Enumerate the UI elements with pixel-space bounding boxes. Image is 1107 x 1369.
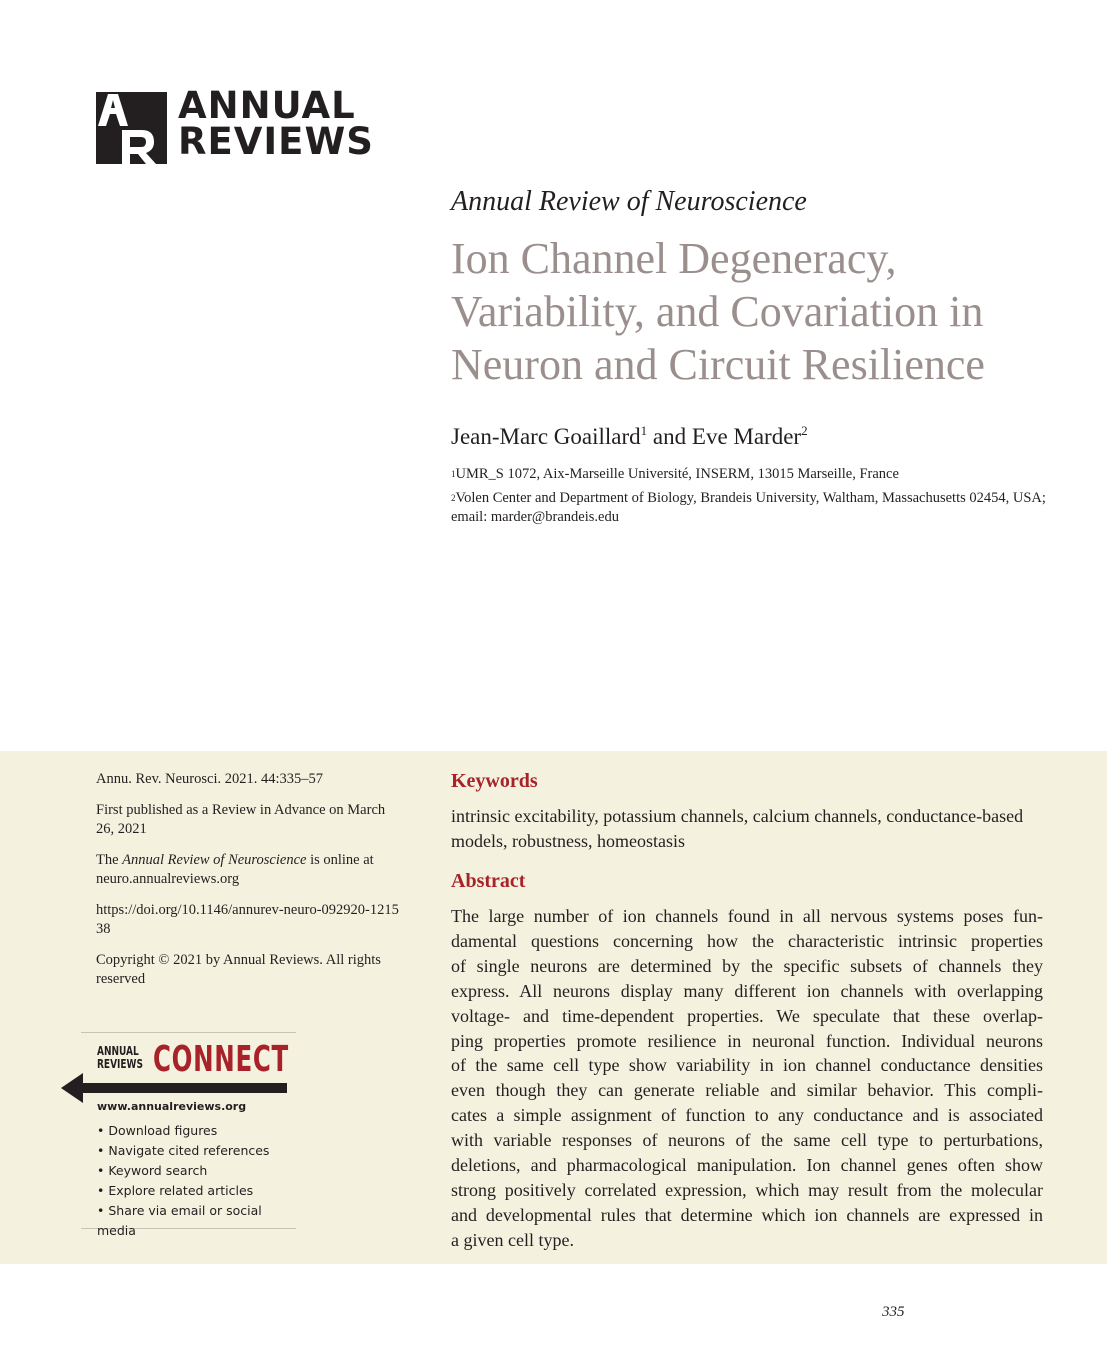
connect-title: CONNECT — [153, 1039, 289, 1080]
journal-name: Annual Review of Neuroscience — [451, 186, 807, 217]
abstract-text: The large number of ion channels found in all nervous systems poses fun- damental questions concerning how the characteristic intrinsic properties of single neurons are determined by the specific subsets of channels they express. All neurons display many different ion channels with overlapping voltage- and time-dependent properties. We speculate that these overlap- ping properties promote resilience in neuronal function. Individual neurons of the same cell type show variability in ion channel conductance densities even though they can generate reliable and similar behavior. This compli- cates a simple assignment of function to any conductance and is associated with variable responses of neurons of the same cell type to perturbations, deletions, and pharmacological manipulation. Ion channel genes often show strong positively correlated expression, which may result from the molecular and developmental rules that determine which ion channels are expressed in a given cell type. — [451, 906, 1043, 1250]
connect-feature-list — [97, 1121, 296, 1241]
doi-link[interactable]: https://doi.org/10.1146/annurev-neuro-092920-121538 — [96, 902, 399, 937]
first-published: First published as a Review in Advance on March 26, 2021 — [96, 802, 386, 837]
article-title: Ion Channel Degeneracy, Variability, and Covariation in Neuron and Circuit Resilience — [451, 234, 985, 389]
page-number: 335 — [882, 1304, 905, 1320]
annual-reviews-connect-box — [81, 1032, 296, 1238]
copyright: Copyright © 2021 by Annual Reviews. All rights reserved — [96, 952, 381, 987]
list-item: • Explore related articles — [97, 1181, 296, 1201]
list-item: • Keyword search — [97, 1161, 296, 1181]
keywords-heading: Keywords — [451, 770, 538, 792]
annual-reviews-logo — [96, 84, 374, 166]
list-item: • Navigate cited references — [97, 1141, 296, 1161]
list-item: • Share via email or social media — [97, 1201, 296, 1241]
keywords-text: intrinsic excitability, potassium channels, calcium channels, conductance-based models, robustness, homeostasis — [451, 806, 1024, 851]
author-name: Eve Marder — [691, 424, 802, 449]
author-list: Jean-Marc Goaillard$^1$ and Eve Marder$^2$ — [451, 423, 808, 449]
abstract-heading: Abstract — [451, 870, 526, 892]
list-item: • Download figures — [97, 1121, 296, 1141]
logo-wordmark: ANNUAL REVIEWS — [178, 84, 374, 163]
author-name: Jean-Marc Goaillard — [451, 424, 641, 449]
ar-logo-mark-icon — [96, 92, 167, 164]
connect-annual-label: ANNUAL REVIEWS — [97, 1044, 143, 1071]
affiliation: $^2$Volen Center and Department of Biology, Brandeis University, Waltham, Massachusetts 02454, USA; email: marder@brandeis.edu — [451, 490, 1046, 525]
connect-url[interactable]: www.annualreviews.org — [97, 1100, 247, 1113]
affiliation: $^1$UMR_S 1072, Aix-Marseille Université, INSERM, 13015 Marseille, France — [451, 466, 899, 482]
citation: Annu. Rev. Neurosci. 2021. 44:335–57 — [96, 771, 324, 787]
online-note: The Annual Review of Neuroscience is online at neuro.annualreviews.org — [96, 852, 374, 887]
